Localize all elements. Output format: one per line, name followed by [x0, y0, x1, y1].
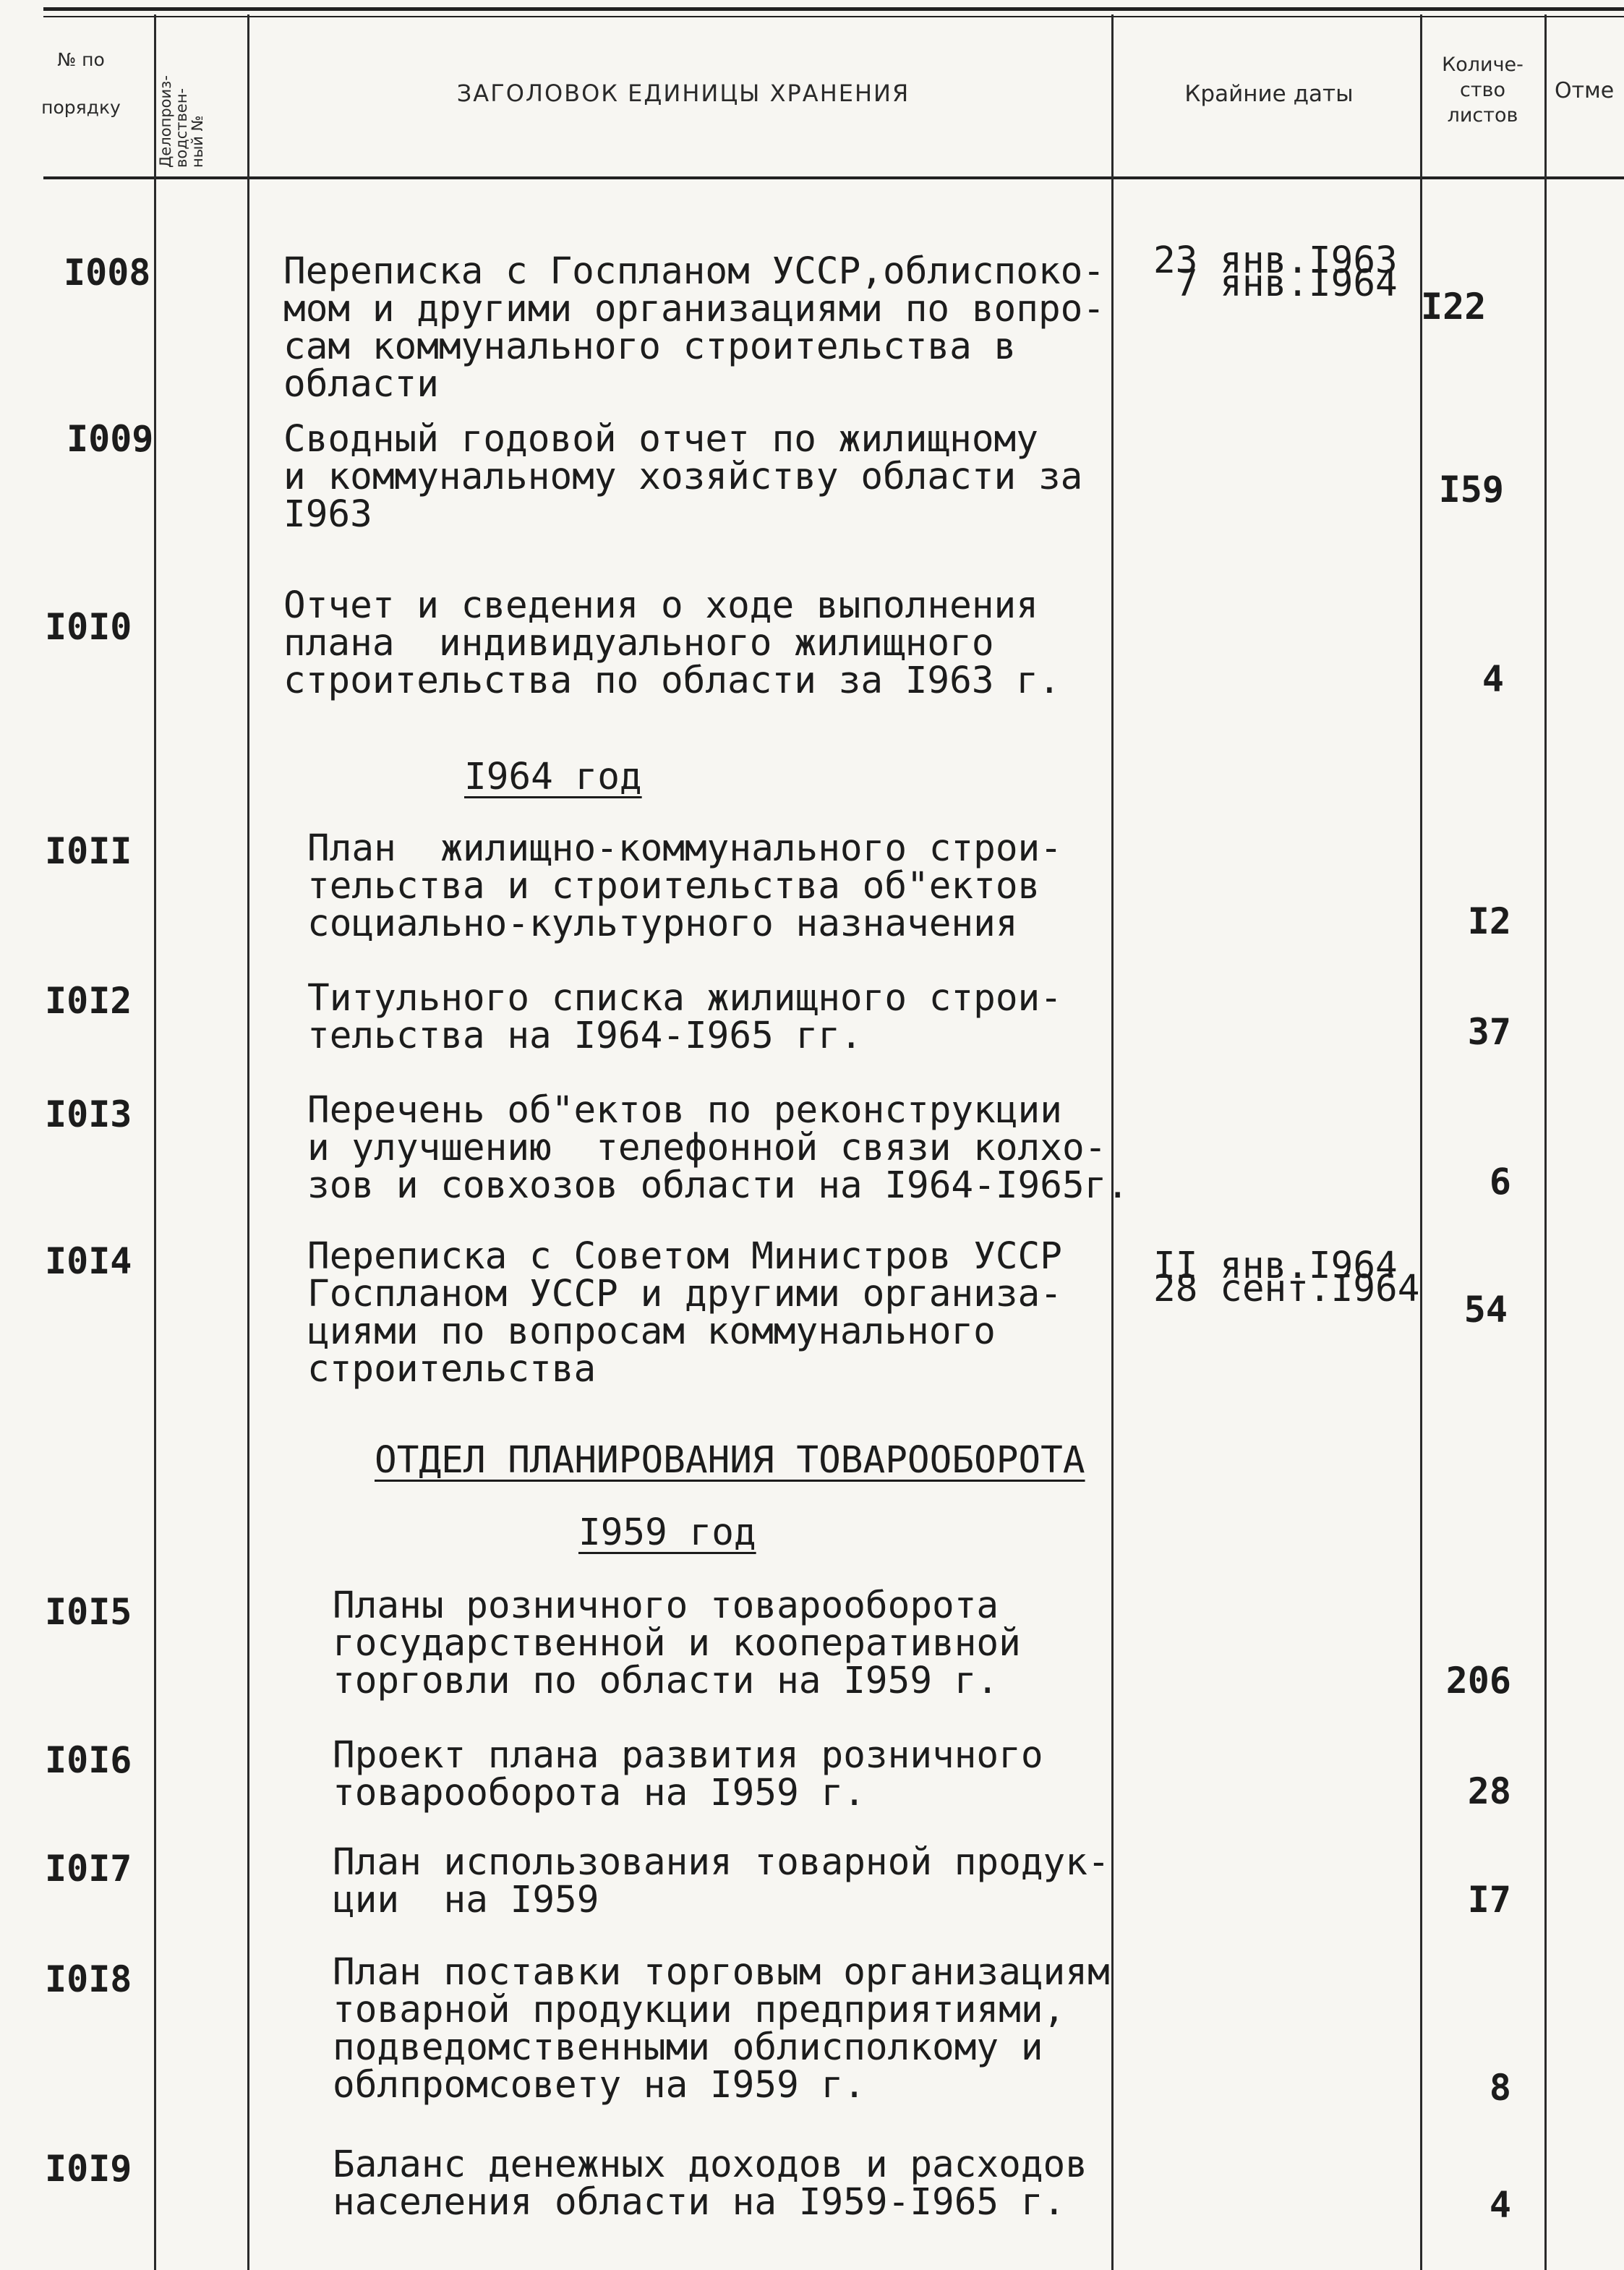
row-title: План поставки торговым организациям товарной продукции предприятиями, подведомственными облисполкому и облпромсовету на I959 г.: [333, 1951, 1110, 2107]
row-title: План использования товарной продук- ции на I959: [333, 1841, 1110, 1921]
column-divider-dates: [1420, 14, 1422, 2270]
row-number: I0I5: [45, 1591, 132, 1633]
header-count: Количе-ство листов: [1442, 54, 1523, 127]
row-title: Сводный годовой отчет по жилищному и коммунальному хозяйству области за I963: [283, 418, 1083, 536]
header-bottom-rule: [43, 176, 1624, 179]
header-number-line1: № по: [57, 49, 105, 70]
row-title: План жилищно-коммунального строи- тельства и строительства об"ектов социально-культурного назначения: [307, 827, 1062, 945]
row-count: 206: [1445, 1660, 1511, 1702]
row-title: Проект плана развития розничного товарооборота на I959 г.: [333, 1734, 1043, 1814]
section-heading: I959 год: [578, 1511, 756, 1554]
row-count: 6: [1489, 1161, 1511, 1203]
row-number: I0I4: [45, 1240, 132, 1282]
row-count: I22: [1421, 286, 1487, 328]
row-number: I008: [64, 252, 151, 294]
row-number: I0I9: [45, 2148, 132, 2190]
row-title: Переписка с Госпланом УССР,облиспоко- мом и другими организациями по вопро- сам коммунального строительства в области: [283, 250, 1106, 406]
row-count: 8: [1489, 2067, 1511, 2109]
row-count: I2: [1467, 900, 1511, 942]
row-count: 4: [1482, 658, 1504, 700]
row-title: Переписка с Советом Министров УССР Госпланом УССР и другими организа- циями по вопросам коммунального строительства: [307, 1235, 1062, 1391]
column-divider-num: [154, 14, 156, 2270]
row-number: I0I6: [45, 1739, 132, 1781]
header-number-line2: порядку: [41, 97, 121, 118]
header-number: [9, 49, 153, 119]
row-number: I0I2: [45, 980, 132, 1022]
row-dates: 23 янв.I963 7 янв.I964: [1153, 239, 1398, 305]
header-delo: Делопроиз-водствен-ный №: [157, 75, 207, 168]
column-divider-delo: [247, 14, 249, 2270]
row-count: I59: [1438, 469, 1504, 511]
top-border-inner: [43, 16, 1624, 17]
header-dates: Крайние даты: [1184, 81, 1354, 107]
section-heading: I964 год: [464, 756, 642, 798]
column-divider-count: [1544, 14, 1547, 2270]
header-title: ЗАГОЛОВОК ЕДИНИЦЫ ХРАНЕНИЯ: [456, 80, 910, 107]
row-title: Перечень об"ектов по реконструкции и улучшению телефонной связи колхо- зов и совхозов области на I964-I965г.: [307, 1089, 1129, 1207]
row-number: I0I3: [45, 1093, 132, 1135]
row-number: I0I0: [45, 606, 132, 648]
row-title: Титульного списка жилищного строи- тельства на I964-I965 гг.: [307, 977, 1062, 1057]
row-count: 4: [1489, 2184, 1511, 2226]
row-title: Планы розничного товарооборота государственной и кооперативной торговли по области на I959 г.: [333, 1584, 1021, 1702]
row-dates: II янв.I964 28 сент.I964: [1153, 1245, 1420, 1310]
top-border: [43, 7, 1624, 11]
row-count: 54: [1463, 1289, 1508, 1331]
row-number: I0II: [45, 830, 132, 872]
row-title: Отчет и сведения о ходе выполнения плана индивидуального жилищного строительства по области за I963 г.: [283, 584, 1061, 702]
row-number: I009: [67, 418, 154, 460]
row-title: Баланс денежных доходов и расходов населения области на I959-I965 г.: [333, 2143, 1087, 2224]
row-count: 37: [1467, 1011, 1511, 1053]
row-number: I0I8: [45, 1958, 132, 2000]
section-heading: ОТДЕЛ ПЛАНИРОВАНИЯ ТОВАРООБОРОТА: [375, 1439, 1085, 1482]
row-number: I0I7: [45, 1848, 132, 1890]
header-note: Отме: [1555, 78, 1615, 103]
row-count: 28: [1467, 1770, 1511, 1812]
row-count: I7: [1467, 1879, 1511, 1921]
